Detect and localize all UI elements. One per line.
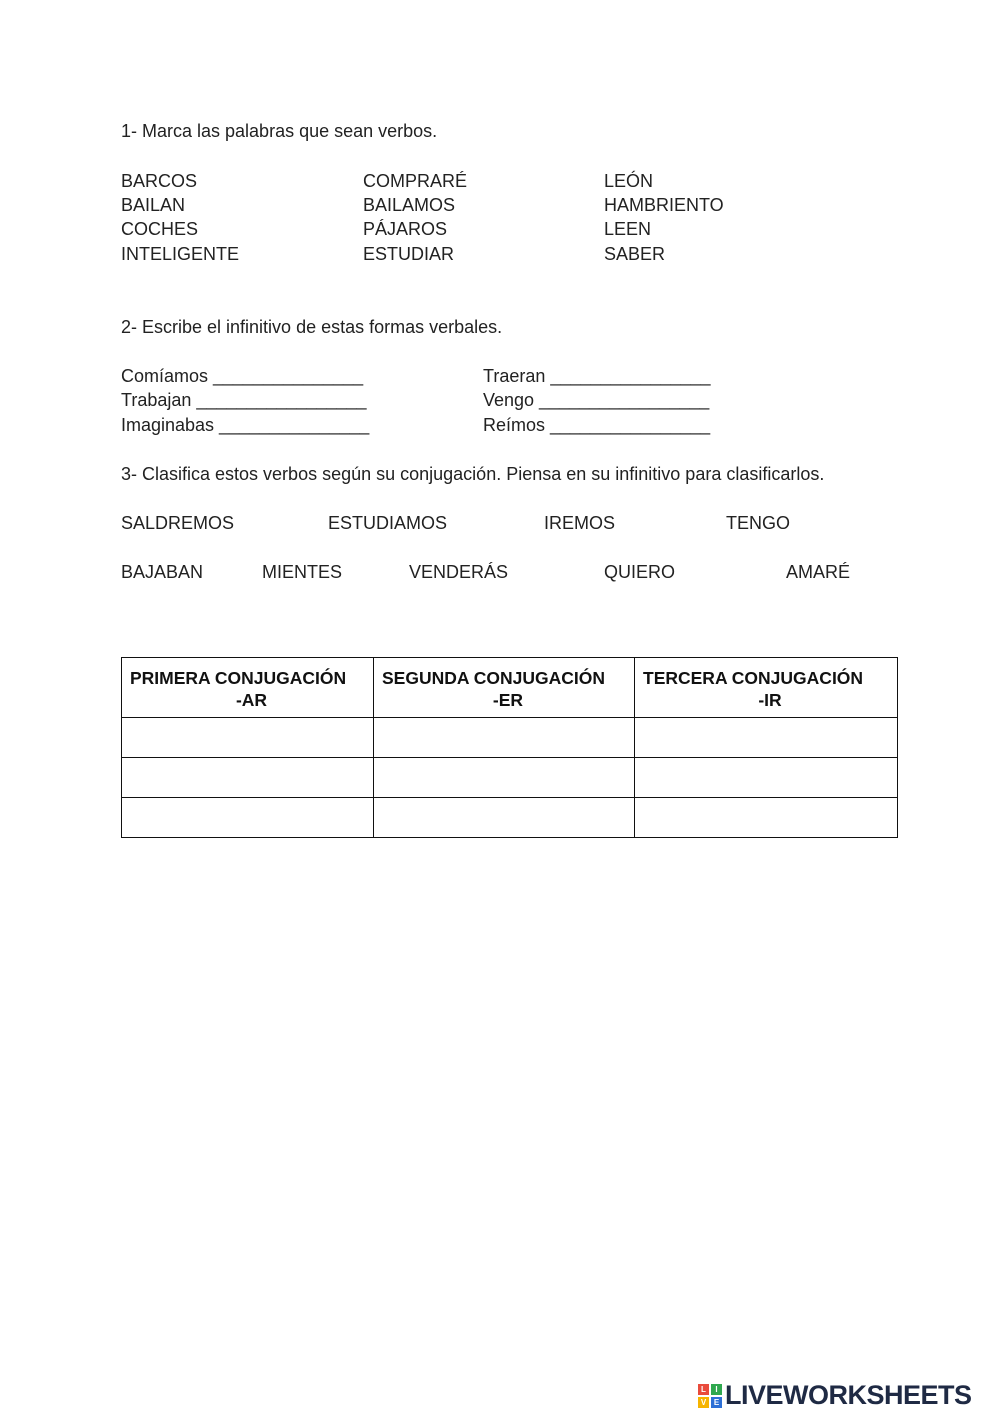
- word-saber: SABER: [604, 244, 666, 264]
- header-third-suffix: -IR: [758, 690, 782, 710]
- verb-quiero: QUIERO: [604, 562, 676, 582]
- word-estudiar: ESTUDIAR: [363, 244, 455, 264]
- verb-fill-imaginabas[interactable]: Imaginabas _______________: [121, 415, 370, 435]
- exercise-1-title: 1- Marca las palabras que sean verbos.: [121, 121, 438, 141]
- liveworksheets-logo-icon: [698, 1384, 722, 1408]
- verb-mientes: MIENTES: [262, 562, 343, 582]
- header-first-conjugation: [122, 658, 374, 718]
- verb-venderas: VENDERÁS: [409, 562, 509, 582]
- verb-fill-comiamos[interactable]: Comíamos _______________: [121, 366, 364, 386]
- verb-fill-trabajan[interactable]: Trabajan _________________: [121, 390, 367, 410]
- answer-cell[interactable]: [374, 758, 635, 798]
- logo-letter-l: L: [698, 1384, 709, 1395]
- verb-tengo: TENGO: [726, 513, 791, 533]
- answer-cell[interactable]: [374, 718, 635, 758]
- word-bailamos: BAILAMOS: [363, 195, 456, 215]
- answer-cell[interactable]: [122, 758, 374, 798]
- verb-amare: AMARÉ: [786, 562, 851, 582]
- word-coches: COCHES: [121, 219, 199, 239]
- answer-cell[interactable]: [374, 798, 635, 838]
- logo-letter-v: V: [698, 1397, 709, 1408]
- exercise-3-title: 3- Clasifica estos verbos según su conjugación. Piensa en su infinitivo para clasificarlos.: [121, 464, 825, 484]
- verb-estudiamos: ESTUDIAMOS: [328, 513, 448, 533]
- header-third-conjugation: [635, 658, 898, 718]
- header-third-name: TERCERA CONJUGACIÓN: [643, 668, 864, 688]
- header-first-name: PRIMERA CONJUGACIÓN: [130, 668, 347, 688]
- verb-bajaban: BAJABAN: [121, 562, 204, 582]
- word-leen: LEEN: [604, 219, 652, 239]
- verb-fill-traeran[interactable]: Traeran ________________: [483, 366, 711, 386]
- table-row: [122, 798, 898, 838]
- header-first-suffix: -AR: [235, 690, 268, 710]
- header-second-name: SEGUNDA CONJUGACIÓN: [382, 668, 605, 688]
- liveworksheets-brand: [698, 1380, 972, 1411]
- verb-fill-reimos[interactable]: Reímos ________________: [483, 415, 711, 435]
- word-bailan: BAILAN: [121, 195, 186, 215]
- word-hambriento: HAMBRIENTO: [604, 195, 724, 215]
- header-second-suffix: -ER: [492, 690, 524, 710]
- logo-letter-e: E: [711, 1397, 722, 1408]
- logo-letter-i: I: [711, 1384, 722, 1395]
- table-row: [122, 758, 898, 798]
- table-header-row: [122, 658, 898, 718]
- answer-cell[interactable]: [122, 718, 374, 758]
- word-inteligente: INTELIGENTE: [121, 244, 240, 264]
- word-comprare: COMPRARÉ: [363, 171, 468, 191]
- answer-cell[interactable]: [635, 718, 898, 758]
- table-row: [122, 718, 898, 758]
- verb-iremos: IREMOS: [544, 513, 616, 533]
- brand-text: LIVEWORKSHEETS: [725, 1380, 972, 1410]
- answer-cell[interactable]: [635, 758, 898, 798]
- word-pajaros: PÁJAROS: [363, 219, 448, 239]
- word-barcos: BARCOS: [121, 171, 198, 191]
- verb-fill-vengo[interactable]: Vengo _________________: [483, 390, 710, 410]
- answer-cell[interactable]: [635, 798, 898, 838]
- answer-cell[interactable]: [122, 798, 374, 838]
- header-second-conjugation: [374, 658, 635, 718]
- word-leon: LEÓN: [604, 171, 654, 191]
- conjugation-table: [121, 657, 898, 838]
- verb-saldremos: SALDREMOS: [121, 513, 235, 533]
- exercise-2-title: 2- Escribe el infinitivo de estas formas verbales.: [121, 317, 503, 337]
